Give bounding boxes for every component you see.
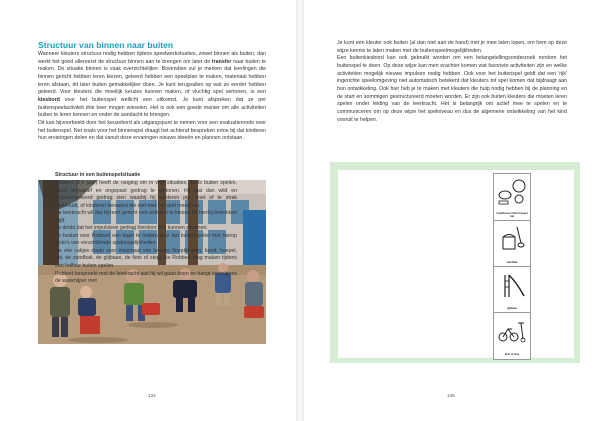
slide-icon — [497, 269, 527, 301]
bike-scooter-icon — [497, 315, 527, 347]
left-body-text — [38, 51, 266, 143]
paragraph: Wanneer kleuters structuur nodig hebben tijdens speelwerkstuaties, zowel binnen als buiten, dan werkt het goed allereerst de structuur binnen aan te brengen om later de transfer naar buiten te maken. De situatie binnen is vaak overzichtelijker. Bovendien zul je merken dat leerlingen die binnen gericht hebben leren kiezen, geleerd hebben een speelplan te maken, materiaal hebben leren afstaan, dit later buiten gemakkelijker doen. Je kunt terugvallen op wat ze eerder hebben geleerd. Voor kleuters die moeilijk keuzes kunnen maken, of vluchtig spel vertonen, is een kiesbord voor het buitenspel wellicht een uitkomst. Je kunt afspreken dat ze per buitenspeelactiviteit drie keer mogen wisselen. Het is ook een goede manier om alle activiteiten buiten te leren kennen en onder de aandacht te brengen. — [38, 51, 266, 119]
picto-label: zandbak — [506, 261, 518, 264]
picto-cell — [494, 220, 530, 267]
page-number: 135 — [447, 393, 455, 398]
case-study-text — [55, 180, 237, 286]
paragraph: De leerkracht wil dat hij leert gericht een activiteit te kiezen en hierbij betrokken blijft. — [55, 210, 237, 224]
paragraph: Je kunt een kleuter ook buiten (al dan niet aan de hand) met je mee laten lopen, om hem op deze wijze kennis te laten maken met de buitenspeelmogelijkheden. — [337, 40, 567, 54]
picto-label: fiets of step — [504, 353, 520, 356]
case-study-box — [330, 162, 580, 363]
paragraph: Ze denkt dat het impulsieve gedrag hierdoor zou kunnen afnemen. — [55, 225, 208, 232]
sandbox-icon — [497, 223, 527, 255]
paragraph: Een buitenkiesbord kan ook gebruikt worden om een belangstellingsonderzoek rondom het buitenspel te doen. Op deze wijze kan men erachter komen wat favoriete activiteiten zijn en welke activiteiten mogelijk nieuwe impulsen nodig hebben. Ook voor het buitenspel geldt dat een 'rijk' ingerichte speelomgeving niet automatisch betekent dat kleuters tot spel komen dat bijdraagt aan hun ontwikkeling. Ook hier heb je te maken met kleuters die hulp nodig hebben bij de planning en de start en sommigen gestructureerd moeten worden. Er zijn ook buiten kleuters die moeten leren spelen onder leiding van de leerkracht. Het is belangrijk om actief mee te spelen en te communiceren om op deze wijze het spelniveau en dus de algemene ontwikkeling van het kind vooruit te helpen. — [337, 55, 567, 123]
paragraph: De vier vakjes staan voor maximaal vier keuzes (loopklossen, band, hoepel, bal, de zandbak, de glijbaan, de fiets of step) die Robbert mag maken tijdens een halfuur buiten spelen. — [55, 247, 237, 270]
page-number: 134 — [148, 393, 156, 398]
picto-cell — [494, 174, 530, 221]
keyword-kiesbord: kiesbord — [38, 96, 60, 103]
case-study-box-inner — [338, 170, 574, 358]
book-gutter — [296, 0, 304, 421]
right-body-text — [337, 40, 567, 124]
paragraph: Ze besluit voor Robbert een kaart te maken voor het buitenspelen met hierop picto's van verschillende spelmogelijkheden. — [55, 232, 237, 247]
picto-cell — [494, 266, 530, 313]
choice-picto-card — [493, 173, 531, 360]
case-study-title: Structuur in een buitenspelsituatie — [55, 172, 141, 178]
paragraph: Robbert (5;6 jaar) heeft de neiging om in vrije situaties, zoals buiten spelen, vaker impulsief en ongepast gedrag te vertonen. Hij laat dan wild en ongecontroleerd gedrag zien waarbij hij kinderen pijn doet of te strak vasthoudt, of kinderen benadert die niet met het spel meedoen. — [55, 180, 237, 209]
picto-cell — [494, 312, 530, 358]
picto-label: glijbaan — [507, 307, 517, 310]
picto-label: loopklossen band hoepel bal — [496, 212, 528, 218]
ring-ball-icon — [497, 177, 527, 207]
paragraph: Robbert bespreekt met de leerkracht wat hij wil gaan doen en hangt vervolgens de wasknijper met — [55, 270, 237, 285]
section-heading: Structuur van binnen naar buiten — [38, 40, 174, 50]
paragraph: Dit kan bijvoorbeeld door het keuzebord als uitgangspunt te nemen voor een evaluatieronde over het buitenspel. Net zoals voor het binnenspel draagt het achteraf bespreken ertoe bij dat kinderen hun ervaringen delen en dat vanuit deze ervaringen nieuwe ideeën en plannen ontstaan. — [38, 119, 266, 142]
keyword-transfer: transfer — [211, 58, 232, 65]
